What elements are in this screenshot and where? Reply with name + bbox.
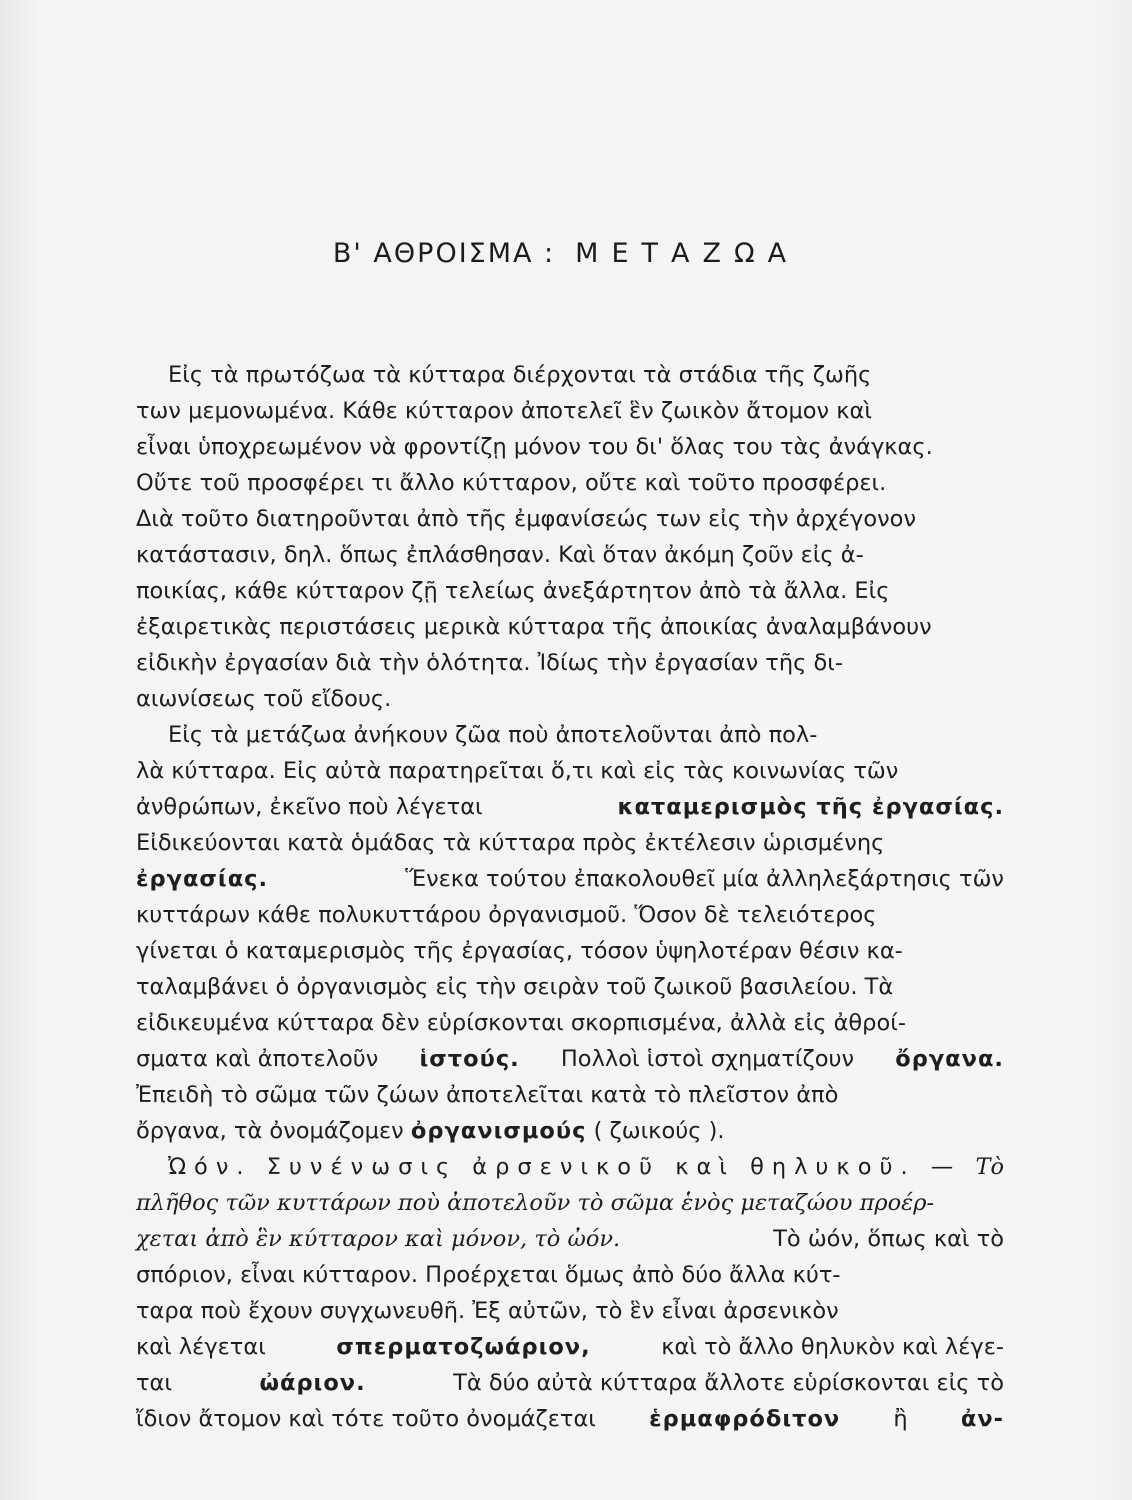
term-continuation: ἀν-: [960, 1406, 1004, 1432]
term-spermatozoon: σπερματοζωάριον,: [336, 1334, 591, 1360]
text-line: [136, 1221, 1004, 1257]
text-line: ταρα ποὺ ἔχουν συγχωνευθῆ. Ἐξ αὐτῶν, τὸ ἓν εἶναι ἀρσενικὸν: [136, 1298, 839, 1324]
chapter-title-prefix: Β' ΑΘΡΟΙΣΜΑ :: [332, 238, 556, 269]
text-segment: ( ζωικούς ).: [593, 1118, 725, 1144]
text-line: εἰδικὴν ἐργασίαν διὰ τὴν ὁλότητα. Ἰδίως τὴν ἐργασίαν τῆς δι-: [136, 650, 843, 676]
term-tissues: ἱστούς.: [419, 1046, 520, 1072]
text-line: [136, 1401, 1004, 1437]
body-text: [136, 357, 1004, 1437]
chapter-title-main: ΜΕΤΑΖΩΑ: [575, 238, 800, 269]
text-line: κυττάρων κάθε πολυκυττάρου ὀργανισμοῦ. Ὅσον δὲ τελειότερος: [136, 902, 877, 928]
text-segment: καὶ τὸ ἄλλο θηλυκὸν καὶ λέγε-: [661, 1334, 1004, 1360]
text-line: Ἐπειδὴ τὸ σῶμα τῶν ζώων ἀποτελεῖται κατὰ τὸ πλεῖστον ἀπὸ: [136, 1082, 839, 1108]
text-line: [136, 1113, 1004, 1149]
term-work: ἐργασίας.: [136, 866, 269, 892]
text-line: γίνεται ὁ καταμερισμὸς τῆς ἐργασίας, τόσον ὑψηλοτέραν θέσιν κα-: [136, 938, 903, 964]
text-segment: ται: [136, 1370, 172, 1396]
term-hermaphrodite: ἑρμαφρόδιτον: [649, 1406, 841, 1432]
text-line: [136, 789, 1004, 825]
text-line: Εἰς τὰ μετάζωα ἀνήκουν ζῶα ποὺ ἀποτελοῦνται ἀπὸ πολ-: [168, 722, 818, 748]
text-segment: Τὸ ὠόν, ὅπως καὶ τὸ: [773, 1226, 1004, 1252]
text-segment: ὄργανα, τὰ ὀνομάζομεν: [136, 1118, 404, 1144]
text-segment: χεται ἀπὸ ἓν κύτταρον καὶ μόνον, τὸ ὠόν.: [136, 1226, 621, 1252]
text-line: Εἰς τὰ πρωτόζωα τὰ κύτταρα διέρχονται τὰ στάδια τῆς ζωῆς: [168, 362, 872, 388]
section-heading-egg: Ὠόν. Συνένωσις ἀρσενικοῦ καὶ θηλυκοῦ. —: [168, 1154, 962, 1180]
text-line: [136, 1149, 1004, 1185]
text-segment: ἢ: [893, 1406, 908, 1432]
text-segment: ἀνθρώπων, ἐκεῖνο ποὺ λέγεται: [136, 794, 483, 820]
text-line: [136, 861, 1004, 897]
text-line: εἰδικευμένα κύτταρα δὲν εὑρίσκονται σκορπισμένα, ἀλλὰ εἰς ἀθροί-: [136, 1010, 906, 1036]
text-segment: Πολλοὶ ἱστοὶ σχηματίζουν: [560, 1046, 855, 1072]
term-ovum: ὠάριον.: [259, 1370, 366, 1396]
text-line: [136, 1041, 1004, 1077]
text-line: των μεμονωμένα. Κάθε κύτταρον ἀποτελεῖ ἓν ζωικὸν ἄτομον καὶ: [136, 398, 872, 424]
text-segment: ἴδιον ἄτομον καὶ τότε τοῦτο ὀνομάζεται: [136, 1406, 596, 1432]
text-line: [136, 1365, 1004, 1401]
text-line: λὰ κύτταρα. Εἰς αὐτὰ παρατηρεῖται ὅ,τι καὶ εἰς τὰς κοινωνίας τῶν: [136, 758, 899, 784]
text-line: Διὰ τοῦτο διατηροῦνται ἀπὸ τῆς ἐμφανίσεώς των εἰς τὴν ἀρχέγονον: [136, 506, 917, 532]
text-segment: Τὸ: [975, 1154, 1004, 1180]
text-line: [136, 1185, 1004, 1221]
text-line: Οὔτε τοῦ προσφέρει τι ἄλλο κύτταρον, οὔτε καὶ τοῦτο προσφέρει.: [136, 470, 887, 496]
text-line: ἐξαιρετικὰς περιστάσεις μερικὰ κύτταρα τῆς ἀποικίας ἀναλαμβάνουν: [136, 614, 932, 640]
text-line: κατάστασιν, δηλ. ὅπως ἐπλάσθησαν. Καὶ ὅταν ἀκόμη ζοῦν εἰς ἀ-: [136, 542, 864, 568]
text-segment: Τὰ δύο αὐτὰ κύτταρα ἄλλοτε εὑρίσκονται εἰς τὸ: [453, 1370, 1004, 1396]
text-line: ποικίας, κάθε κύτταρον ζῇ τελείως ἀνεξάρτητον ἀπὸ τὰ ἄλλα. Εἰς: [136, 578, 890, 604]
text-segment: πλῆθος τῶν κυττάρων ποὺ ἀποτελοῦν τὸ σῶμα ἑνὸς μεταζώου προέρ-: [136, 1190, 935, 1216]
term-organisms: ὀργανισμούς: [410, 1118, 587, 1144]
text-segment: καὶ λέγεται: [136, 1334, 266, 1360]
chapter-title: [0, 238, 1132, 269]
text-line: σπόριον, εἶναι κύτταρον. Προέρχεται ὅμως ἀπὸ δύο ἄλλα κύτ-: [136, 1262, 841, 1288]
text-segment: Ἕνεκα τούτου ἐπακολουθεῖ μία ἀλληλεξάρτησις τῶν: [405, 866, 1004, 892]
term-organs: ὄργανα.: [895, 1046, 1004, 1072]
text-line: ταλαμβάνει ὁ ὀργανισμὸς εἰς τὴν σειρὰν τοῦ ζωικοῦ βασιλείου. Τὰ: [136, 974, 894, 1000]
text-line: [136, 1329, 1004, 1365]
text-line: αιωνίσεως τοῦ εἴδους.: [136, 686, 392, 712]
text-line: εἶναι ὑποχρεωμένον νὰ φροντίζῃ μόνον του δι' ὅλας του τὰς ἀνάγκας.: [136, 434, 933, 460]
term-division-of-labor: καταμερισμὸς τῆς ἐργασίας.: [617, 794, 1004, 820]
text-segment: σματα καὶ ἀποτελοῦν: [136, 1046, 379, 1072]
text-line: Εἰδικεύονται κατὰ ὁμάδας τὰ κύτταρα πρὸς ἐκτέλεσιν ὡρισμένης: [136, 830, 885, 856]
